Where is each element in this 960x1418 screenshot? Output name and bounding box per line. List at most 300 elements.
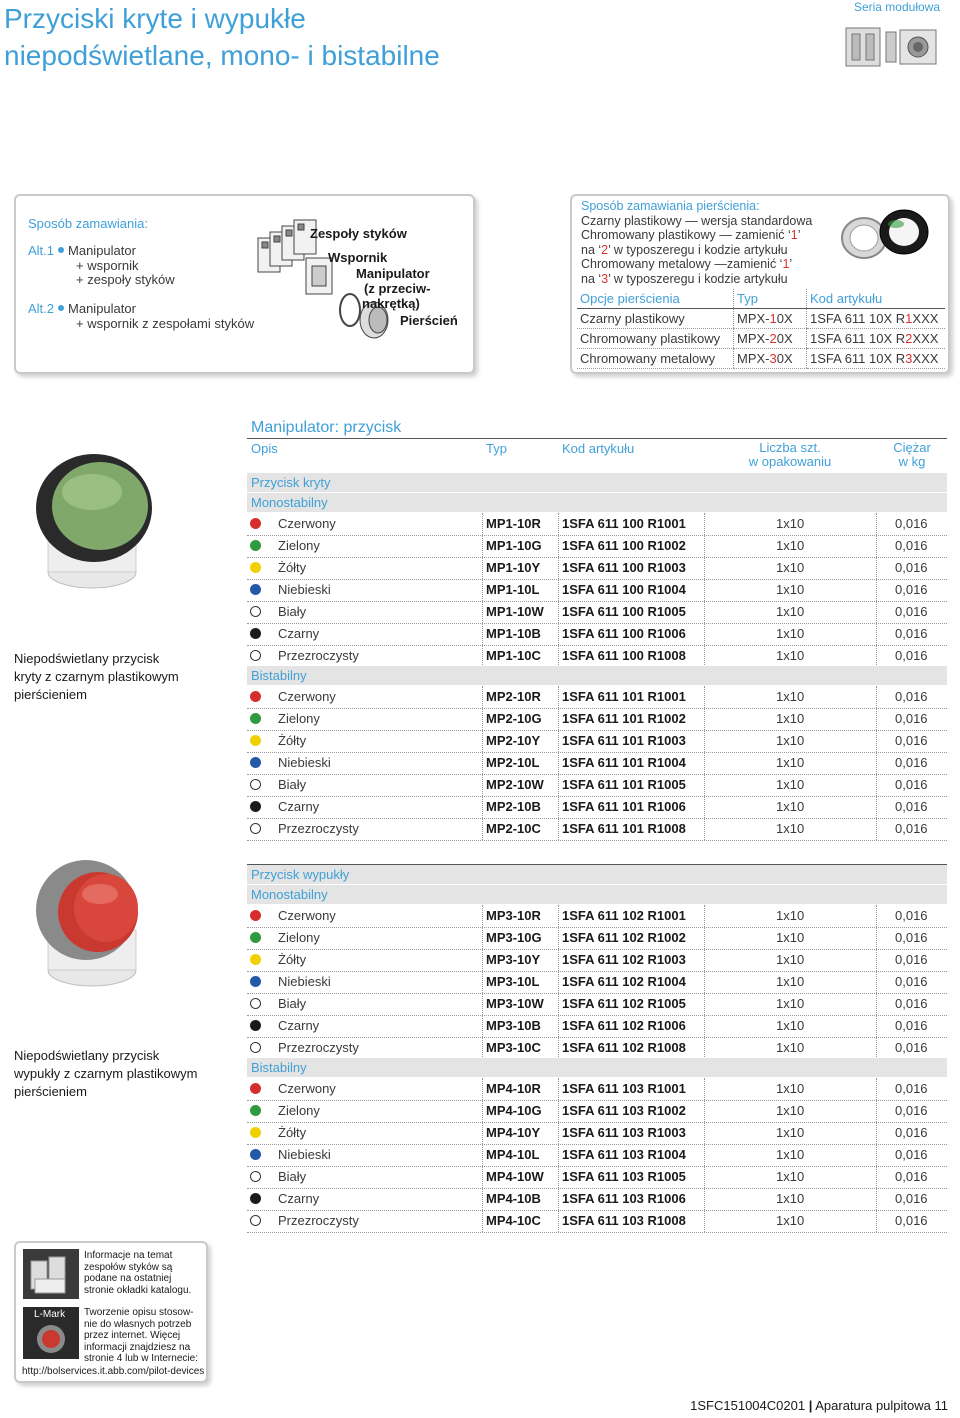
row-pack: 1x10 <box>776 1147 805 1162</box>
row-weight: 0,016 <box>895 930 928 945</box>
note1-line: podane na ostatniej <box>84 1273 172 1284</box>
row-weight: 0,016 <box>895 538 928 553</box>
color-dot-icon <box>250 801 261 812</box>
modular-series-image <box>842 18 942 74</box>
column-separator <box>704 971 705 993</box>
column-separator <box>482 730 483 752</box>
color-dot-icon <box>250 691 261 702</box>
column-separator <box>558 905 559 927</box>
column-separator <box>558 1210 559 1232</box>
column-separator <box>876 774 877 796</box>
header-top-rule <box>247 438 947 439</box>
table-row <box>247 601 947 624</box>
subgroup-bistable: Bistabilny <box>247 1058 947 1077</box>
column-separator <box>704 730 705 752</box>
column-separator <box>704 1166 705 1188</box>
column-separator <box>704 601 705 623</box>
column-separator <box>558 993 559 1015</box>
column-separator <box>558 927 559 949</box>
color-dot-icon <box>250 1127 261 1138</box>
row-code: 1SFA 611 103 R1008 <box>562 1213 686 1228</box>
row-description: Biały <box>278 604 307 619</box>
column-separator <box>482 818 483 840</box>
color-dot-icon <box>250 1193 261 1204</box>
table-row <box>247 1188 947 1211</box>
column-separator <box>704 949 705 971</box>
column-separator <box>558 818 559 840</box>
column-separator <box>482 927 483 949</box>
column-separator <box>558 1144 559 1166</box>
column-separator <box>704 557 705 579</box>
ring-line3-end: ’ w typoszeregu i kodzie artykułu <box>608 242 788 257</box>
column-separator <box>876 557 877 579</box>
column-separator <box>482 579 483 601</box>
ring-option-code <box>807 309 946 329</box>
row-pack: 1x10 <box>776 604 805 619</box>
ring-line4 <box>581 257 812 272</box>
row-description: Zielony <box>278 930 320 945</box>
row-weight: 0,016 <box>895 908 928 923</box>
group2-side-label <box>14 1047 198 1101</box>
column-separator <box>482 513 483 535</box>
col-opis: Opis <box>251 441 278 456</box>
note1-line: Informacje na temat <box>84 1250 173 1261</box>
label-ring: Pierścień <box>400 313 458 328</box>
row-description: Żółty <box>278 1125 307 1140</box>
row-description: Zielony <box>278 1103 320 1118</box>
label-actuator-note1: (z przeciw- <box>364 281 431 296</box>
col-ring-type: Typ <box>734 289 807 309</box>
row-description: Niebieski <box>278 755 331 770</box>
row-code: 1SFA 611 102 R1001 <box>562 908 686 923</box>
column-separator <box>704 1015 705 1037</box>
ring-option-row <box>577 309 945 329</box>
col-typ: Typ <box>486 441 507 456</box>
row-code: 1SFA 611 100 R1006 <box>562 626 686 641</box>
col-szt-line2: w opakowaniu <box>748 454 832 469</box>
column-separator <box>876 1166 877 1188</box>
table-row <box>247 752 947 775</box>
ring-line5-end: ’ w typoszeregu i kodzie artykułu <box>608 271 788 286</box>
row-type: MP1-10C <box>486 648 541 663</box>
ring-option-type <box>734 349 807 369</box>
row-weight: 0,016 <box>895 974 928 989</box>
code-suffix: XXX <box>912 351 939 366</box>
row-code: 1SFA 611 100 R1002 <box>562 538 686 553</box>
row-weight: 0,016 <box>895 604 928 619</box>
column-separator <box>482 1122 483 1144</box>
note2-line: Tworzenie opisu stosow- <box>84 1307 194 1318</box>
row-description: Zielony <box>278 538 320 553</box>
label-bracket: Wspornik <box>328 250 388 265</box>
row-code: 1SFA 611 103 R1001 <box>562 1081 686 1096</box>
alt1-line3: + zespoły styków <box>76 272 175 287</box>
code-prefix: 1SFA 611 10X R <box>810 331 906 346</box>
note2-line: stronie 4 lub w Internecie: <box>84 1353 198 1364</box>
row-weight: 0,016 <box>895 626 928 641</box>
color-dot-icon <box>250 998 261 1009</box>
table-row <box>247 1166 947 1189</box>
row-weight: 0,016 <box>895 996 928 1011</box>
column-separator <box>558 601 559 623</box>
column-separator <box>704 818 705 840</box>
column-separator <box>704 1037 705 1059</box>
table-row <box>247 927 947 950</box>
color-dot-icon <box>250 606 261 617</box>
row-code: 1SFA 611 102 R1004 <box>562 974 686 989</box>
column-separator <box>704 645 705 667</box>
column-separator <box>558 1122 559 1144</box>
row-type: MP1-10L <box>486 582 540 597</box>
row-weight: 0,016 <box>895 777 928 792</box>
rings-image <box>834 204 938 264</box>
row-type: MP1-10W <box>486 604 544 619</box>
col-kg-line2: w kg <box>898 454 926 469</box>
column-separator <box>482 993 483 1015</box>
column-separator <box>558 645 559 667</box>
column-separator <box>876 686 877 708</box>
column-separator <box>482 557 483 579</box>
alt1-line1: Manipulator <box>68 243 136 258</box>
group2-label-line1: Niepodświetlany przycisk <box>14 1048 160 1063</box>
ring-line3 <box>581 243 812 258</box>
row-type: MP3-10Y <box>486 952 541 967</box>
column-separator <box>482 949 483 971</box>
row-pack: 1x10 <box>776 952 805 967</box>
table-row <box>247 1015 947 1038</box>
type-prefix: MPX- <box>737 311 770 326</box>
row-description: Niebieski <box>278 974 331 989</box>
table-row <box>247 993 947 1016</box>
lmark-label: L-Mark <box>34 1309 66 1320</box>
row-pack: 1x10 <box>776 626 805 641</box>
row-description: Żółty <box>278 733 307 748</box>
row-code: 1SFA 611 102 R1002 <box>562 930 686 945</box>
row-weight: 0,016 <box>895 1147 928 1162</box>
col-kod: Kod artykułu <box>562 441 635 456</box>
ring-line3-text: na ‘ <box>581 242 602 257</box>
ring-option-name: Czarny plastikowy <box>577 309 734 329</box>
column-separator <box>876 927 877 949</box>
footer-code: 1SFC151004C0201 <box>690 1398 806 1413</box>
table-row <box>247 905 947 928</box>
row-weight: 0,016 <box>895 952 928 967</box>
type-num: 2 <box>769 331 777 346</box>
column-separator <box>704 1078 705 1100</box>
column-separator <box>704 1100 705 1122</box>
ring-option-row <box>577 329 945 349</box>
column-separator <box>704 535 705 557</box>
title-line-1: Przyciski kryte i wypukłe <box>4 3 306 34</box>
row-pack: 1x10 <box>776 689 805 704</box>
type-suffix: 0X <box>776 351 793 366</box>
column-separator <box>876 730 877 752</box>
type-suffix: 0X <box>776 311 793 326</box>
row-code: 1SFA 611 102 R1006 <box>562 1018 686 1033</box>
column-separator <box>558 796 559 818</box>
column-separator <box>482 1188 483 1210</box>
color-dot-icon <box>250 1215 261 1226</box>
table-row <box>247 557 947 580</box>
row-description: Żółty <box>278 952 307 967</box>
ring-line4-text: Chromowany metalowy —zamienić ‘ <box>581 257 783 271</box>
column-separator <box>876 1144 877 1166</box>
row-weight: 0,016 <box>895 733 928 748</box>
ring-line5 <box>581 272 812 287</box>
column-separator <box>704 1188 705 1210</box>
row-type: MP3-10B <box>486 1018 541 1033</box>
row-weight: 0,016 <box>895 755 928 770</box>
ring-option-name: Chromowany plastikowy <box>577 329 734 349</box>
column-separator <box>558 752 559 774</box>
row-description: Niebieski <box>278 1147 331 1162</box>
row-weight: 0,016 <box>895 560 928 575</box>
note1-line: zespołów styków są <box>84 1261 173 1273</box>
row-type: MP1-10G <box>486 538 542 553</box>
code-suffix: XXX <box>912 311 939 326</box>
column-separator <box>482 1015 483 1037</box>
col-kg-line1: Ciężar <box>893 440 931 455</box>
code-num: 1 <box>905 311 913 326</box>
row-type: MP3-10L <box>486 974 540 989</box>
info-note-box <box>14 1241 208 1383</box>
ring-line2-text: Chromowany plastikowy — zamienić ‘ <box>581 228 791 242</box>
ring-option-code <box>807 329 946 349</box>
row-code: 1SFA 611 101 R1001 <box>562 689 686 704</box>
row-pack: 1x10 <box>776 1040 805 1055</box>
column-separator <box>482 905 483 927</box>
table-row <box>247 535 947 558</box>
note2-line: informacji znajdziesz na <box>84 1341 191 1353</box>
row-pack: 1x10 <box>776 974 805 989</box>
table-row <box>247 1144 947 1167</box>
label-contacts: Zespoły styków <box>310 226 407 241</box>
label-actuator-note2: nakrętką) <box>362 296 420 311</box>
row-pack: 1x10 <box>776 1213 805 1228</box>
row-code: 1SFA 611 101 R1005 <box>562 777 686 792</box>
table-row <box>247 774 947 797</box>
column-separator <box>876 579 877 601</box>
row-description: Czerwony <box>278 689 336 704</box>
row-pack: 1x10 <box>776 1169 805 1184</box>
ring-line5-num: 3 <box>601 271 609 286</box>
row-code: 1SFA 611 101 R1008 <box>562 821 686 836</box>
code-num: 3 <box>905 351 913 366</box>
subgroup-bistable: Bistabilny <box>247 666 947 685</box>
table-row <box>247 579 947 602</box>
column-separator <box>876 752 877 774</box>
row-weight: 0,016 <box>895 799 928 814</box>
row-weight: 0,016 <box>895 689 928 704</box>
row-weight: 0,016 <box>895 1191 928 1206</box>
row-type: MP3-10W <box>486 996 544 1011</box>
row-pack: 1x10 <box>776 755 805 770</box>
column-separator <box>558 971 559 993</box>
lmark-url-link[interactable]: http://bolservices.it.abb.com/pilot-devices <box>22 1366 205 1377</box>
row-code: 1SFA 611 101 R1006 <box>562 799 686 814</box>
ring-option-row <box>577 349 945 369</box>
table-row <box>247 645 947 668</box>
footer-text: Aparatura pulpitowa 11 <box>815 1398 948 1413</box>
row-pack: 1x10 <box>776 516 805 531</box>
row-code: 1SFA 611 103 R1002 <box>562 1103 686 1118</box>
col-szt <box>720 441 860 469</box>
note-lmark <box>84 1307 198 1365</box>
column-separator <box>558 1037 559 1059</box>
row-description: Biały <box>278 1169 307 1184</box>
column-separator <box>876 971 877 993</box>
column-separator <box>704 623 705 645</box>
column-separator <box>704 513 705 535</box>
ring-line4-num: 1 <box>782 257 790 271</box>
row-pack: 1x10 <box>776 1081 805 1096</box>
column-separator <box>482 535 483 557</box>
row-type: MP4-10C <box>486 1213 541 1228</box>
row-pack: 1x10 <box>776 733 805 748</box>
group2-label-line3: pierścieniem <box>14 1084 87 1099</box>
color-dot-icon <box>250 518 261 529</box>
column-separator <box>482 774 483 796</box>
column-separator <box>876 905 877 927</box>
row-description: Przezroczysty <box>278 648 359 663</box>
column-separator <box>704 579 705 601</box>
label-actuator <box>356 266 430 311</box>
row-code: 1SFA 611 101 R1004 <box>562 755 686 770</box>
column-separator <box>482 1100 483 1122</box>
color-dot-icon <box>250 650 261 661</box>
type-suffix: 0X <box>776 331 793 346</box>
row-type: MP3-10R <box>486 908 541 923</box>
contact-blocks-image <box>23 1249 79 1299</box>
row-pack: 1x10 <box>776 996 805 1011</box>
table-row <box>247 796 947 819</box>
column-separator <box>558 708 559 730</box>
column-separator <box>482 1144 483 1166</box>
column-separator <box>876 949 877 971</box>
row-pack: 1x10 <box>776 908 805 923</box>
column-separator <box>876 535 877 557</box>
column-separator <box>704 686 705 708</box>
column-separator <box>876 993 877 1015</box>
row-type: MP4-10B <box>486 1191 541 1206</box>
row-code: 1SFA 611 102 R1003 <box>562 952 686 967</box>
title-line-2: niepodświetlane, mono- i bistabilne <box>4 40 440 71</box>
column-separator <box>704 708 705 730</box>
row-weight: 0,016 <box>895 1103 928 1118</box>
col-ring-code: Kod artykułu <box>807 289 946 309</box>
row-description: Czerwony <box>278 1081 336 1096</box>
column-separator <box>704 752 705 774</box>
color-dot-icon <box>250 1042 261 1053</box>
table-row <box>247 1210 947 1233</box>
row-code: 1SFA 611 100 R1005 <box>562 604 686 619</box>
col-ring-option: Opcje pierścienia <box>577 289 734 309</box>
extended-button-image <box>22 846 162 996</box>
row-code: 1SFA 611 100 R1004 <box>562 582 686 597</box>
column-separator <box>876 601 877 623</box>
row-type: MP1-10B <box>486 626 541 641</box>
note2-line: przez internet. Więcej <box>84 1330 181 1341</box>
row-weight: 0,016 <box>895 1213 928 1228</box>
row-type: MP2-10B <box>486 799 541 814</box>
column-separator <box>558 1166 559 1188</box>
color-dot-icon <box>250 823 261 834</box>
color-dot-icon <box>250 1105 261 1116</box>
column-separator <box>704 774 705 796</box>
row-type: MP2-10C <box>486 821 541 836</box>
table-row <box>247 708 947 731</box>
column-separator <box>558 579 559 601</box>
ordering-heading: Sposób zamawiania: <box>28 216 148 231</box>
column-separator <box>482 1078 483 1100</box>
row-code: 1SFA 611 100 R1001 <box>562 516 686 531</box>
row-code: 1SFA 611 102 R1008 <box>562 1040 686 1055</box>
column-separator <box>482 752 483 774</box>
color-dot-icon <box>250 932 261 943</box>
row-weight: 0,016 <box>895 648 928 663</box>
row-pack: 1x10 <box>776 538 805 553</box>
code-prefix: 1SFA 611 10X R <box>810 311 906 326</box>
row-weight: 0,016 <box>895 821 928 836</box>
alt2-block <box>28 302 254 331</box>
row-type: MP2-10Y <box>486 733 541 748</box>
col-szt-line1: Liczba szt. <box>759 440 821 455</box>
row-pack: 1x10 <box>776 711 805 726</box>
row-type: MP4-10Y <box>486 1125 541 1140</box>
row-type: MP3-10G <box>486 930 542 945</box>
row-type: MP4-10L <box>486 1147 540 1162</box>
col-kg <box>872 441 952 469</box>
column-separator <box>876 708 877 730</box>
row-type: MP3-10C <box>486 1040 541 1055</box>
alt2-label: Alt.2 <box>28 301 55 316</box>
row-description: Czerwony <box>278 908 336 923</box>
ring-option-type <box>734 329 807 349</box>
column-separator <box>558 774 559 796</box>
column-separator <box>558 1078 559 1100</box>
column-separator <box>482 1037 483 1059</box>
column-separator <box>558 686 559 708</box>
row-description: Czerwony <box>278 516 336 531</box>
ring-option-name: Chromowany metalowy <box>577 349 734 369</box>
table-row <box>247 623 947 646</box>
bullet-icon <box>58 247 64 253</box>
column-separator <box>558 1100 559 1122</box>
flush-button-image <box>22 448 162 598</box>
column-separator <box>558 623 559 645</box>
table-row <box>247 1122 947 1145</box>
column-separator <box>558 1188 559 1210</box>
row-code: 1SFA 611 103 R1006 <box>562 1191 686 1206</box>
row-code: 1SFA 611 103 R1003 <box>562 1125 686 1140</box>
column-separator <box>704 927 705 949</box>
column-separator <box>876 513 877 535</box>
row-type: MP4-10R <box>486 1081 541 1096</box>
row-weight: 0,016 <box>895 582 928 597</box>
column-separator <box>482 971 483 993</box>
row-pack: 1x10 <box>776 582 805 597</box>
column-separator <box>876 796 877 818</box>
column-separator <box>482 601 483 623</box>
row-type: MP4-10G <box>486 1103 542 1118</box>
color-dot-icon <box>250 1171 261 1182</box>
group-title-kryty: Przycisk kryty <box>247 473 947 492</box>
row-description: Żółty <box>278 560 307 575</box>
row-weight: 0,016 <box>895 1169 928 1184</box>
row-code: 1SFA 611 101 R1003 <box>562 733 686 748</box>
alt1-label: Alt.1 <box>28 243 55 258</box>
color-dot-icon <box>250 954 261 965</box>
